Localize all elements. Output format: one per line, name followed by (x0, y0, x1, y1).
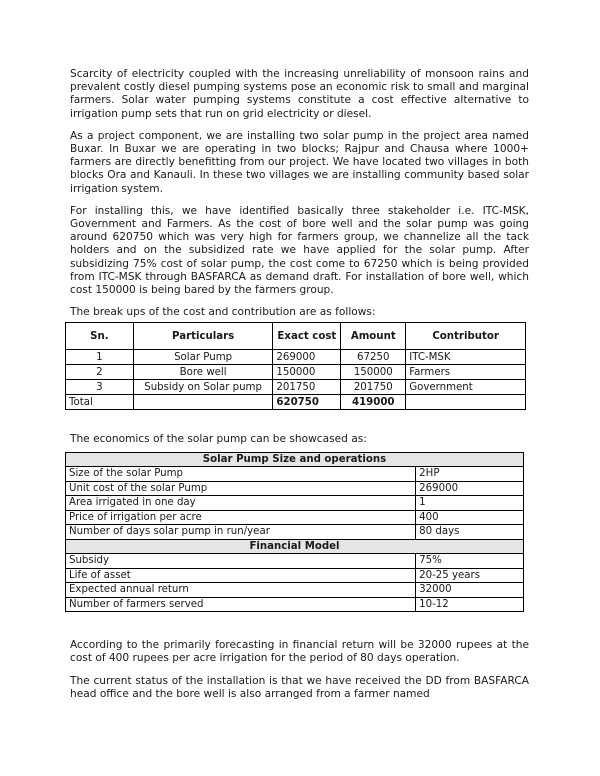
table-row (66, 568, 524, 583)
cell-amount: 67250 (341, 350, 406, 365)
row-label: Subsidy (66, 554, 416, 569)
cell-particulars: Subsidy on Solar pump (133, 380, 273, 395)
header-sn: Sn. (66, 323, 134, 350)
header-amount: Amount (341, 323, 406, 350)
section-header-row (66, 539, 524, 554)
economics-table (65, 452, 524, 613)
cell-contributor: ITC-MSK (406, 350, 526, 365)
row-value: 400 (416, 510, 524, 525)
total-exact-cost: 620750 (273, 395, 341, 410)
row-label: Number of farmers served (66, 597, 416, 612)
total-contributor-empty (406, 395, 526, 410)
row-value: 1 (416, 496, 524, 511)
section-title-operations: Solar Pump Size and operations (66, 452, 524, 467)
forecast-paragraph: According to the primarily forecasting in financial return will be 32000 rupees at the cost of 400 rupees per acre irrigation for the period of 80 days operation. (70, 639, 529, 665)
cell-contributor: Farmers (406, 365, 526, 380)
total-row (66, 395, 526, 410)
document-page (70, 68, 529, 710)
row-value: 10-12 (416, 597, 524, 612)
cell-exact-cost: 150000 (273, 365, 341, 380)
table-row (66, 496, 524, 511)
header-contributor: Contributor (406, 323, 526, 350)
table-row (66, 525, 524, 540)
cell-sn: 2 (66, 365, 134, 380)
row-value: 75% (416, 554, 524, 569)
table-row (66, 467, 524, 482)
table-row (66, 510, 524, 525)
row-value: 32000 (416, 583, 524, 598)
project-paragraph: As a project component, we are installing two solar pump in the project area named Buxar. In Buxar we are operating in two blocks; Rajpur and Chausa where 1000+ farmers are directly benefitting from our project. We have located two villages in both blocks Ora and Kanauli. In these two villages we are installing community based solar irrigation system. (70, 129, 529, 195)
cost-contribution-table (65, 322, 526, 410)
cell-particulars: Bore well (133, 365, 273, 380)
row-value: 2HP (416, 467, 524, 482)
cell-amount: 201750 (341, 380, 406, 395)
economics-intro: The economics of the solar pump can be showcased as: (70, 433, 367, 446)
row-value: 269000 (416, 481, 524, 496)
cell-exact-cost: 269000 (273, 350, 341, 365)
row-value: 80 days (416, 525, 524, 540)
intro-paragraph: Scarcity of electricity coupled with the increasing unreliability of monsoon rains and prevalent costly diesel pumping systems pose an economic risk to small and marginal farmers. Solar water pumping systems constitute a cost effective alternative to irrigation pump sets that run on grid electricity or diesel. (70, 68, 529, 120)
table-row (66, 597, 524, 612)
section-header-row (66, 452, 524, 467)
header-exact-cost: Exact cost (273, 323, 341, 350)
cell-exact-cost: 201750 (273, 380, 341, 395)
row-label: Unit cost of the solar Pump (66, 481, 416, 496)
header-particulars: Particulars (133, 323, 273, 350)
cell-sn: 3 (66, 380, 134, 395)
stakeholder-paragraph: For installing this, we have identified basically three stakeholder i.e. ITC-MSK, Government and Farmers. As the cost of bore well and the solar pump was going around 620750 which was very high for farmers group, we channelize all the tack holders and on the subsidized rate we have applied for the solar pump. After subsidizing 75% cost of solar pump, the cost come to 67250 which is being provided from ITC-MSK through BASFARCA as demand draft. For installation of bore well, which cost 150000 is being bared by the farmers group. (70, 204, 529, 297)
total-amount: 419000 (341, 395, 406, 410)
cell-particulars: Solar Pump (133, 350, 273, 365)
row-value: 20-25 years (416, 568, 524, 583)
total-empty-cell (133, 395, 273, 410)
breakup-intro: The break ups of the cost and contribution are as follows: (70, 306, 376, 319)
table-row (66, 554, 524, 569)
table-row (66, 481, 524, 496)
row-label: Area irrigated in one day (66, 496, 416, 511)
table-header-row (66, 323, 526, 350)
table-row (66, 365, 526, 380)
row-label: Life of asset (66, 568, 416, 583)
row-label: Price of irrigation per acre (66, 510, 416, 525)
cell-amount: 150000 (341, 365, 406, 380)
total-label: Total (66, 395, 134, 410)
row-label: Expected annual return (66, 583, 416, 598)
table-row (66, 583, 524, 598)
cell-contributor: Government (406, 380, 526, 395)
table-row (66, 350, 526, 365)
table-row (66, 380, 526, 395)
row-label: Size of the solar Pump (66, 467, 416, 482)
section-title-financial: Financial Model (66, 539, 524, 554)
cell-sn: 1 (66, 350, 134, 365)
row-label: Number of days solar pump in run/year (66, 525, 416, 540)
status-paragraph: The current status of the installation is that we have received the DD from BASFARCA head office and the bore well is also arranged from a farmer named (70, 674, 529, 700)
